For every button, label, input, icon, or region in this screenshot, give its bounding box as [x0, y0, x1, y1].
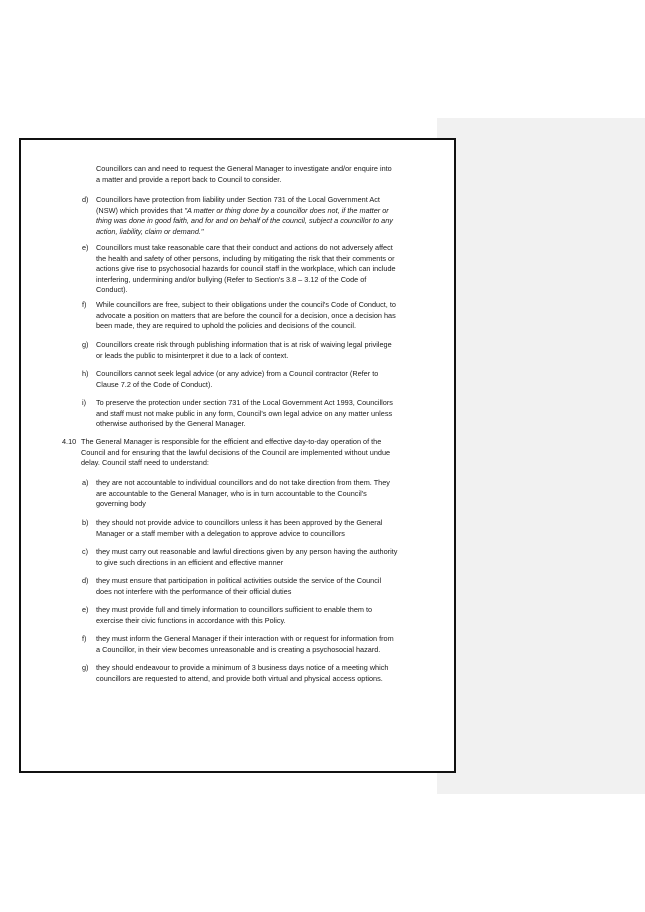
quoted-text: "A matter or thing done by a councillor does not, if the matter or thing was done in good faith, and for and on behalf of the council, subject a councillor to any action, liability, claim or demand.": [96, 205, 393, 236]
list-item: [82, 369, 379, 390]
list-marker: a): [82, 478, 89, 487]
list-item: [82, 300, 396, 332]
list-text: they must inform the General Manager if their interaction with or request for information from a Councillor, in their view becomes unreasonable and is creating a psychosocial hazard.: [96, 634, 394, 654]
list-marker: g): [82, 663, 89, 672]
list-marker: d): [82, 195, 89, 204]
list-item: [82, 243, 396, 296]
intro-text: Councillors can and need to request the General Manager to investigate and/or enquire into a matter and provide a report back to Council to consider.: [96, 164, 392, 184]
list-marker: f): [82, 634, 87, 643]
list-item: [82, 518, 383, 539]
list-text: To preserve the protection under section 731 of the Local Government Act 1993, Councillors and staff must not make public in any form, Council's own legal advice on any matter unless otherwise authorised by the General Manager.: [96, 398, 393, 429]
list-marker: i): [82, 398, 87, 407]
list-text: they must ensure that participation in political activities outside the service of the Council does not interfere with the performance of their official duties: [96, 576, 382, 596]
list-item: [82, 663, 389, 684]
list-marker: e): [82, 605, 89, 614]
list-item: [82, 605, 373, 626]
list-item: [82, 398, 393, 430]
list-text: they must provide full and timely information to councillors sufficient to enable them to exercise their civic functions in accordance with this Policy.: [96, 605, 373, 625]
list-marker: h): [82, 369, 89, 378]
list-marker: d): [82, 576, 89, 585]
list-text: they should endeavour to provide a minimum of 3 business days notice of a meeting which councillors are requested to attend, and provide both virtual and physical access options.: [96, 663, 389, 683]
list-item: [82, 576, 382, 597]
list-item: [82, 478, 390, 510]
list-item: [82, 634, 394, 655]
list-text: Councillors have protection from liability under Section 731 of the Local Government Act (NSW) which provides that: [96, 195, 380, 215]
list-marker: f): [82, 300, 87, 309]
section-number: 4.10: [62, 437, 77, 446]
section-4-10: [62, 437, 391, 469]
list-text: they are not accountable to individual councillors and do not take direction from them. They are accountable to the General Manager, who is in turn accountable to the Council's governing body: [96, 478, 390, 509]
list-marker: g): [82, 340, 89, 349]
list-marker: c): [82, 547, 89, 556]
list-item: [82, 547, 398, 568]
list-text: they should not provide advice to councillors unless it has been approved by the General Manager or a staff member with a delegation to approve advice to councillors: [96, 518, 383, 538]
list-text: Councillors must take reasonable care that their conduct and actions do not adversely affect the health and safety of other persons, including by mitigating the risk that their comments or actions give rise to psychosocial hazards for council staff in the workplace, which can include interfering, undermining and/or bullying (Refer to Section's 3.8 – 3.12 of the Code of Conduct).: [96, 243, 396, 295]
intro-paragraph: [96, 164, 392, 185]
list-text: While councillors are free, subject to their obligations under the council's Code of Conduct, to advocate a position on matters that are before the council for a decision, once a decision has been made, they are required to uphold the policies and decisions of the council.: [96, 300, 396, 331]
list-item: [82, 340, 392, 361]
list-item: [82, 195, 393, 237]
section-text: The General Manager is responsible for the efficient and effective day-to-day operation of the Council and for ensuring that the lawful decisions of the Council are implemented without undue delay. Council staff need to understand:: [81, 437, 391, 468]
list-text: Councillors cannot seek legal advice (or any advice) from a Council contractor (Refer to Clause 7.2 of the Code of Conduct).: [96, 369, 379, 389]
list-text: they must carry out reasonable and lawful directions given by any person having the authority to give such directions in an efficient and effective manner: [96, 547, 398, 567]
list-text: Councillors create risk through publishing information that is at risk of waiving legal privilege or leads the public to misinterpret it due to a lack of context.: [96, 340, 392, 360]
comment-margin-pane: [437, 118, 645, 794]
list-marker: e): [82, 243, 89, 252]
list-marker: b): [82, 518, 89, 527]
